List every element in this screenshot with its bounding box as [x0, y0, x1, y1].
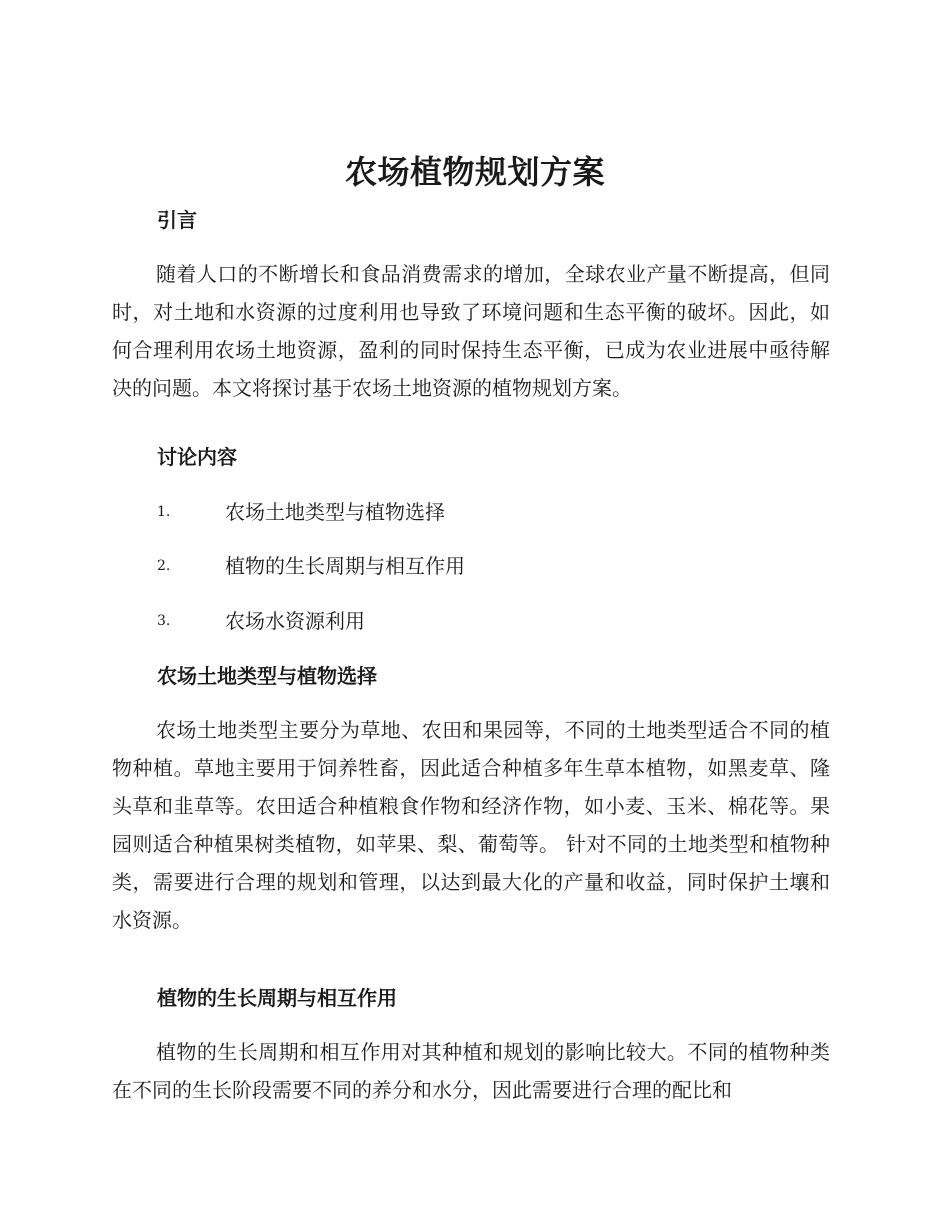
- list-item: [157, 551, 757, 581]
- list-item-number: 3.: [157, 613, 171, 629]
- section-heading-growth-cycle: 植物的生长周期与相互作用: [157, 986, 397, 1010]
- list-item-number: 2.: [157, 558, 171, 574]
- list-item-text: 植物的生长周期与相互作用: [225, 554, 465, 578]
- section-heading-discussion: 讨论内容: [157, 445, 237, 469]
- land-types-paragraph: 农场土地类型主要分为草地、农田和果园等，不同的土地类型适合不同的植物种植。草地主要用于饲养牲畜，因此适合种植多年生草本植物，如黑麦草、隆头草和韭草等。农田适合种植粮食作物和经济作物，如小麦、玉米、棉花等。果园则适合种植果树类植物，如苹果、梨、葡萄等。 针对不同的土地类型和植物种类，需要进行合理的规划和管理，以达到最大化的产量和收益，同时保护土壤和水资源。: [112, 718, 830, 932]
- introduction-paragraph: 随着人口的不断增长和食品消费需求的增加，全球农业产量不断提高，但同时，对土地和水资源的过度利用也导致了环境问题和生态平衡的破坏。因此，如何合理利用农场土地资源，盈利的同时保持生态平衡，已成为农业进展中亟待解决的问题。本文将探讨基于农场土地资源的植物规划方案。: [112, 262, 830, 400]
- list-item: [157, 497, 757, 527]
- growth-cycle-paragraph: 植物的生长周期和相互作用对其种植和规划的影响比较大。不同的植物种类在不同的生长阶段需要不同的养分和水分，因此需要进行合理的配比和: [112, 1040, 830, 1102]
- list-item-number: 1.: [157, 504, 171, 520]
- section-heading-introduction: 引言: [157, 208, 197, 232]
- list-item: [157, 606, 757, 636]
- document-title: 农场植物规划方案: [344, 153, 605, 191]
- list-item-text: 农场水资源利用: [225, 609, 365, 633]
- list-item-text: 农场土地类型与植物选择: [225, 500, 445, 524]
- section-heading-land-types: 农场土地类型与植物选择: [157, 664, 377, 688]
